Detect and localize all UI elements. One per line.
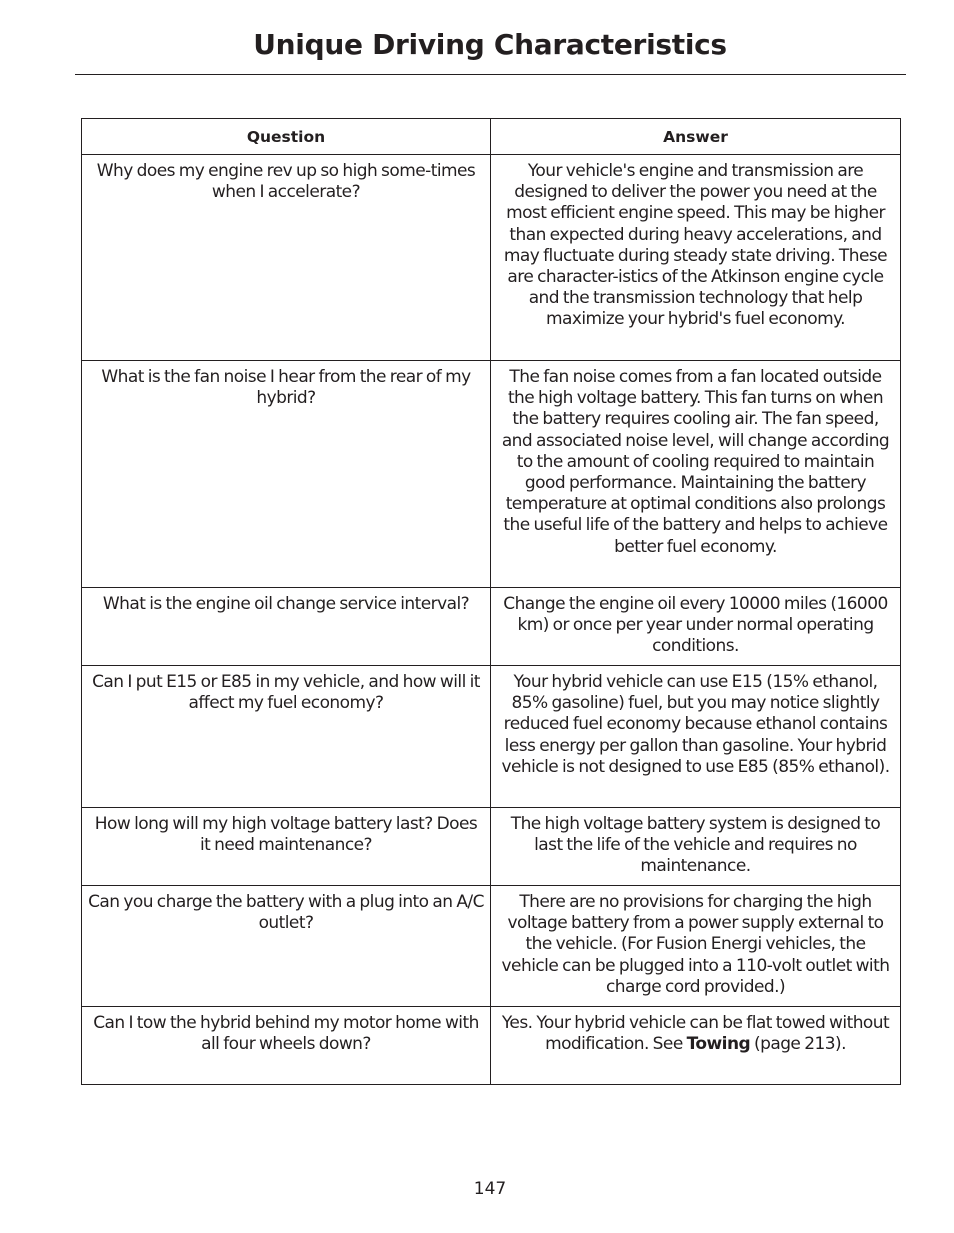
towing-reference-link[interactable]: Towing	[686, 1034, 751, 1055]
answer-text: (page 213).	[754, 1034, 846, 1055]
page-title: Unique Driving Characteristics	[253, 28, 727, 61]
answer-text: Yes. Your hybrid vehicle can be flat towed without modification. See	[501, 1013, 890, 1055]
answer-cell: Change the engine oil every 10000 miles (16000 km) or once per year under normal operating conditions.	[491, 588, 901, 666]
table-header-row	[82, 119, 901, 155]
question-cell: Can I tow the hybrid behind my motor home with all four wheels down?	[82, 1007, 491, 1085]
column-header-answer: Answer	[491, 119, 901, 155]
question-cell: What is the fan noise I hear from the rear of my hybrid?	[82, 361, 491, 588]
table-row	[82, 886, 901, 1007]
question-cell: Can you charge the battery with a plug into an A/C outlet?	[82, 886, 491, 1007]
title-divider	[75, 74, 906, 75]
table-row	[82, 808, 901, 886]
column-header-question: Question	[82, 119, 491, 155]
answer-cell: The fan noise comes from a fan located outside the high voltage battery. This fan turns on when the battery requires cooling air. The fan speed, and associated noise level, will change according to the amount of cooling required to maintain good performance. Maintaining the battery temperature at optimal conditions also prolongs the useful life of the battery and helps to achieve better fuel economy.	[491, 361, 901, 588]
table-row	[82, 1007, 901, 1085]
page-number: 147	[473, 1179, 507, 1199]
table-row	[82, 588, 901, 666]
question-cell: Can I put E15 or E85 in my vehicle, and how will it affect my fuel economy?	[82, 666, 491, 808]
table-row	[82, 361, 901, 588]
answer-cell: Your vehicle's engine and transmission are designed to deliver the power you need at the most efficient engine speed. This may be higher than expected during heavy accelerations, and may fluctuate during steady state driving. These are character-istics of the Atkinson engine cycle and the transmission technology that help maximize your hybrid's fuel economy.	[491, 155, 901, 361]
table-row	[82, 155, 901, 361]
answer-cell	[491, 1007, 901, 1085]
answer-cell: The high voltage battery system is designed to last the life of the vehicle and requires no maintenance.	[491, 808, 901, 886]
question-cell: What is the engine oil change service interval?	[82, 588, 491, 666]
question-cell: Why does my engine rev up so high some-times when I accelerate?	[82, 155, 491, 361]
table-row	[82, 666, 901, 808]
question-cell: How long will my high voltage battery last? Does it need maintenance?	[82, 808, 491, 886]
qa-table	[81, 118, 901, 1085]
answer-cell: There are no provisions for charging the high voltage battery from a power supply external to the vehicle. (For Fusion Energi vehicles, the vehicle can be plugged into a 110-volt outlet with charge cord provided.)	[491, 886, 901, 1007]
answer-cell: Your hybrid vehicle can use E15 (15% ethanol, 85% gasoline) fuel, but you may notice slightly reduced fuel economy because ethanol contains less energy per gallon than gasoline. Your hybrid vehicle is not designed to use E85 (85% ethanol).	[491, 666, 901, 808]
